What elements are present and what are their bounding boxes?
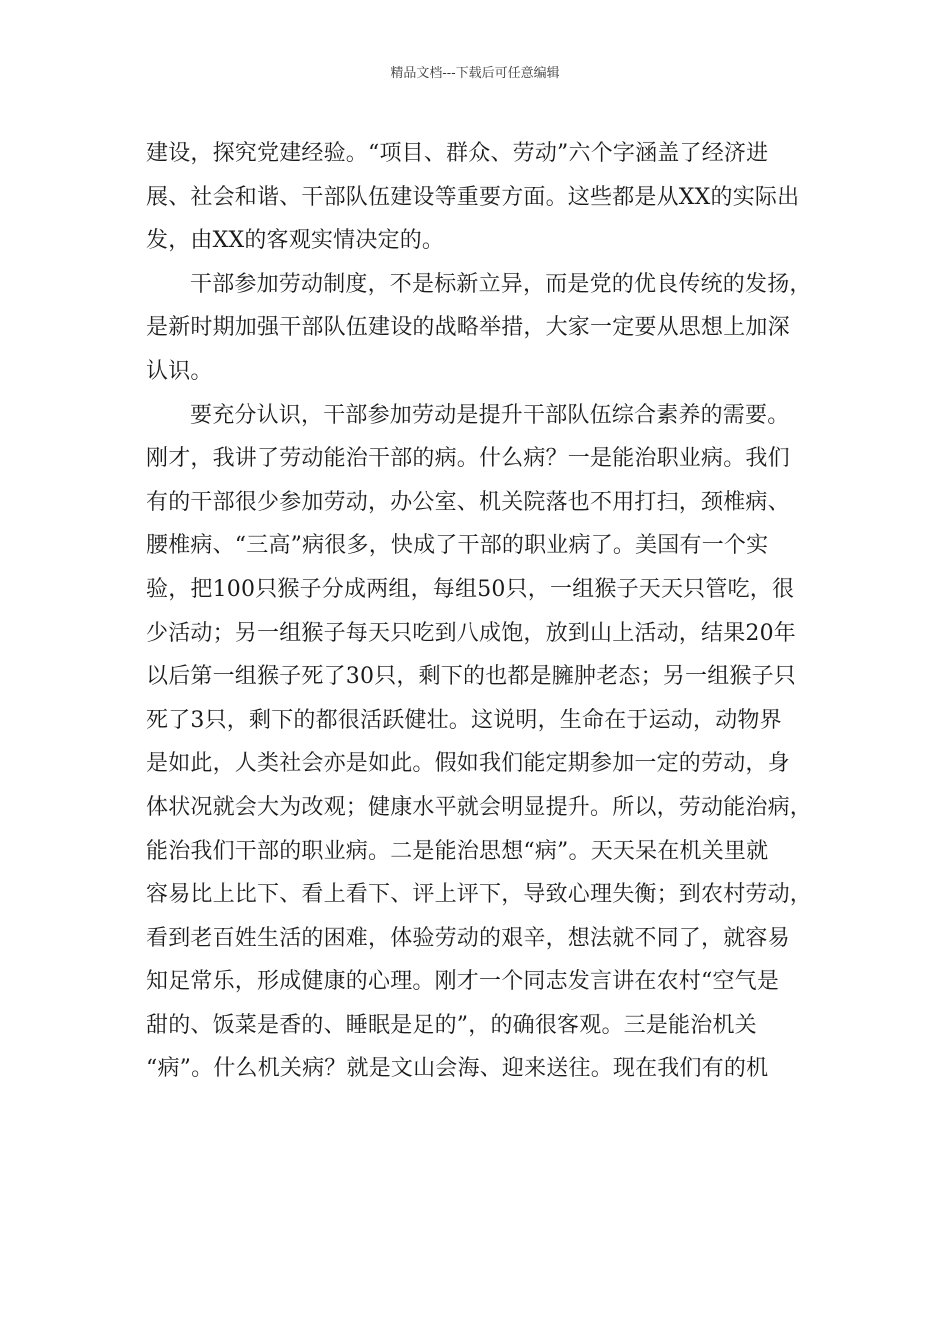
text-line: 以后第一组猴子死了30只，剩下的也都是臃肿老态；另一组猴子只: [146, 664, 796, 690]
document-body: [146, 132, 814, 1091]
text-line: 是新时期加强干部队伍建设的战略举措，大家一定要从思想上加深: [146, 315, 790, 341]
text-line: 验，把100只猴子分成两组，每组50只，一组猴子天天只管吃，很: [146, 576, 795, 602]
text-line: 容易比上比下、看上看下、评上评下，导致心理失衡；到农村劳动，: [146, 882, 813, 908]
text-line: 干部参加劳动制度，不是标新立异，而是党的优良传统的发扬，: [190, 271, 812, 297]
text-line: 是如此，人类社会亦是如此。假如我们能定期参加一定的劳动，身: [146, 751, 790, 777]
page-header: 精品文档---下载后可任意编辑: [390, 66, 560, 81]
paragraph: [146, 263, 814, 394]
text-line: 展、社会和谐、干部队伍建设等重要方面。这些都是从XX的实际出: [146, 184, 800, 210]
text-line: 甜的、饭菜是香的、睡眠是足的”，的确很客观。三是能治机关: [146, 1012, 757, 1038]
text-line: 知足常乐，形成健康的心理。刚才一个同志发言讲在农村“空气是: [146, 969, 780, 995]
text-line: 建设，探究党建经验。“项目、群众、劳动”六个字涵盖了经济进: [146, 141, 769, 166]
text-line: 认识。: [146, 358, 213, 384]
text-line: 刚才，我讲了劳动能治干部的病。什么病？一是能治职业病。我们: [146, 446, 790, 472]
text-line: 发，由XX的客观实情决定的。: [146, 228, 445, 254]
paragraph: [146, 132, 814, 263]
text-line: 能治我们干部的职业病。二是能治思想“病”。天天呆在机关里就: [146, 838, 769, 864]
text-line: 死了3只，剩下的都很活跃健壮。这说明，生命在于运动，动物界: [146, 707, 782, 733]
paragraph: [146, 394, 814, 1092]
text-line: 腰椎病、“三高”病很多，快成了干部的职业病了。美国有一个实: [146, 533, 769, 559]
text-line: 看到老百姓生活的困难，体验劳动的艰辛，想法就不同了，就容易: [146, 925, 790, 951]
text-line: 少活动；另一组猴子每天只吃到八成饱，放到山上活动，结果20年: [146, 620, 796, 646]
text-line: 要充分认识，干部参加劳动是提升干部队伍综合素养的需要。: [190, 402, 790, 428]
text-line: “病”。什么机关病？就是文山会海、迎来送往。现在我们有的机: [146, 1056, 769, 1082]
text-line: 有的干部很少参加劳动，办公室、机关院落也不用打扫，颈椎病、: [146, 489, 790, 515]
text-line: 体状况就会大为改观；健康水平就会明显提升。所以，劳动能治病，: [146, 794, 813, 820]
